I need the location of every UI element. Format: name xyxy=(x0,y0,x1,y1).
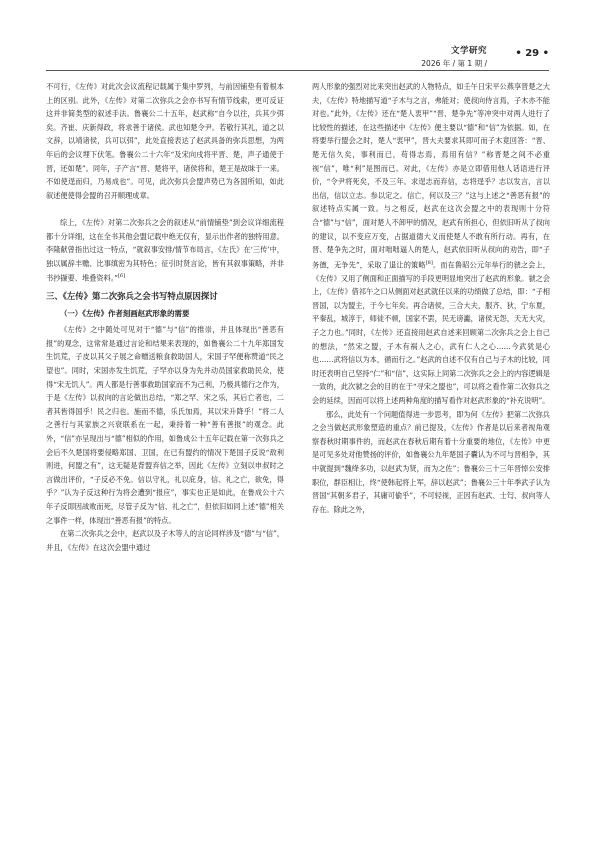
paragraph-text: 综上，《左传》对第二次弥兵之会的叙述从“前情铺垫”到会议详细流程都十分详细，这在全书其他会盟记载中绝无仅有，显示出作者的独特用意。李隆献曾指出过这一特点，“就叙事安排/情节布局言，《左氏》在‘三传’中，独以属辞丰赡、比事缜密为其特色；征引时贤言论，皆有其叙事策略，并非书抄撷要、堆叠资料。” xyxy=(46,217,284,283)
paragraph: 在第二次弥兵之会中，赵武以及子木等人的言论同样涉及“德”与“信”，并且，《左传》在这次会盟中通过 xyxy=(46,529,284,552)
journal-name: 文学研究 xyxy=(450,46,487,56)
section-title: 三、《左传》第二次弥兵之会书写特点原因探讨 xyxy=(46,291,218,302)
subsection-title: （一）《左传》作者刻画赵武形象的需要 xyxy=(60,309,190,319)
issue-info: 2026 年 / 第 1 期 / xyxy=(421,59,487,68)
left-column xyxy=(46,80,284,820)
paragraph-text: 两人形象的强烈对比来突出赵武的人物特点，如壬午日宋平公燕享晋楚之大夫，《左传》特地描写道“子木与之言，弗能对；使叔向侍言焉，子木亦不能对也。”此外，《左传》还在“楚人衷甲”“晋、楚争先”等冲突中对两人进行了比较性的描述，在这些描述中《左传》便主要以“德”和“信”为依据。如，在将要举行盟会之时，楚人“衷甲”，晋大夫要求其即可而子木竟回答：“晋、楚无信久矣，事利而已，苟得志焉，焉用有信？”称晋楚之间不必重视“信”，唯“利”是图而已。对此，《左传》亦是立即借用他人话语进行评价，“令尹将死矣，不及三年。求逞志而弃信，志将逞乎？志以发言，言以出信，信以立志。参以定之。信亡，何以及三？”这与上述之“善恶有报”的叙述特点实属一致。与之相反，赵武在这次会盟之中的表现则十分符合“德”与“信”，面对楚人不卸甲的情况，赵武有所担心，但依旧听从了叔向的建议，以不变应万变，占据道德大义而使楚人不敢有所行动。再有，在晋、楚争先之时，面对咄咄逼人的楚人，赵武依旧听从叔向的劝告，即“子务德，无争先”，采取了退让的策略 xyxy=(312,82,550,270)
paragraph: 《左传》之中随处可见对于“德”与“信”的推崇，并且体现出“善恶有报”的观念，这常常是通过言论和结果来表现的，如鲁襄公二十九年郑国发生饥荒，子皮以其父子展之命赠送粮食救助国人，宋国子罕便称赞道“民之望也”。同时，宋国亦发生饥荒，子罕亦以身为先并动员国家救助民众，使得“宋无饥人”。两人都是行善事救助国家而不为己利，乃极具德行之作为，于是《左传》以叔向的言论做出总结，“郑之罕、宋之乐，其后亡者也，二者其皆得国乎！民之归也。施而不德，乐氏加焉，其以宋升降乎！”将二人之善行与其家族之兴衰联系在一起，秉持着一种“善有善报”的观念。此外，“信”亦呈现出与“德”相似的作用，如鲁成公十五年记载在第一次弥兵之会后不久楚国将要侵略郑国、卫国，在已有盟约的情况下楚国子反说“敌利则进，何盟之有”，这无疑是背盟弃信之举，因此《左传》立刻以申叔时之言做出评价，“子反必不免。信以守礼，礼以庇身，信、礼之亡，欲免，得乎？”认为子反这种行为将会遭到“报应”，事实也正是如此，在鲁成公十六年子反即因战败而死，尽管子反为“信、礼之亡”，但依旧如同上述“德”相关之事件一样，体现出“善恶有报”的特点。 xyxy=(46,325,284,525)
paragraph: 不可行，《左传》对此次会议流程记载属于集中罗列，与前因铺垫有着根本上的区别。此外，《左传》对第二次弥兵之会亦书写有情节线索，更可反证这并非简类型的叙述手法。鲁襄公二十五年，赵武称“自今以往，兵其少弭矣。齐崔、庆新得政，将求善于诸侯。武也知楚令尹。若敬行其礼，道之以文辞，以靖诸侯，兵可以弭”，此处直接表达了赵武具备的弥兵思想，为两年后的会议埋下伏笔。鲁襄公二十六年“及宋向戌将平晋、楚，声子通使于晋，还如楚”。同年，子产言“晋、楚将平，诸侯将和，楚王是故昧于一来。不如使逞而归，乃易成也”。可见，此次弥兵会盟声势已为各国所知，如此叙述便使得会盟的召开顺理成章。 xyxy=(46,82,284,200)
paragraph: 那么，此处有一个问题值得进一步思考，即为何《左传》把第二次弥兵之会当做赵武形象塑造的重点？前已提及，《左传》作者是以后来者视角观察春秋时期事件的，而赵武在春秋后期有着十分重要的地位，《左传》中更是可见多处对他赞扬的评价，如鲁襄公九年楚国子囊认为不可与晋相争，其中就提到“魏绛多功，以赵武为贤，而为之佐”；鲁襄公三十三年晋悼公安排职位，群臣相让，终“使韩起将上军，辞以赵武”；鲁襄公三十年季武子认为晋国“其朝多君子，其庸可偷乎”，不可轻视，正因有赵武、士匄、叔向等人存在。除此之外， xyxy=(312,409,550,514)
page-number: • 29 • xyxy=(515,48,549,59)
footnote-ref: [8] xyxy=(425,259,433,266)
paragraph-text: 。而在鲁昭公元年举行的虢之会上，《左传》又用了侧面和正面描写的手段更明显地突出了赵武的形象。虢之会上，《左传》借祁午之口从侧面对赵武就任以来的功绩做了总结，即：“子相晋国，以为盟主，于今七年矣。再合诸侯，三合大夫，服齐、狄，宁东夏，平秦乱，城淳于，师徒不顿，国家不罢，民无谤讟，诸侯无怨，天无大灾，子之力也。”同时，《左传》还直接用赵武自述来回顾第二次弥兵之会上自己的想法，“然宋之盟，子木有祸人之心，武有仁人之心……今武犹是心也……武将信以为本，循而行之。”赵武的自述不仅有自己与子木的比较，同时还表明自己坚持“仁”和“信”，这实际上同第二次弥兵之会上的内容逻辑是一致的，此次虢之会的目的在于“寻宋之盟也”，可以将之看作第二次弥兵之会的延续，因而可以将上述两种角度的描写看作对赵武形象的“补充说明”。 xyxy=(312,260,550,406)
footnote-ref: [6] xyxy=(117,273,126,280)
header-rule xyxy=(46,70,549,71)
paragraph xyxy=(46,216,284,285)
right-column xyxy=(312,80,550,820)
paragraph-gap xyxy=(46,202,284,216)
paragraph xyxy=(312,80,550,408)
